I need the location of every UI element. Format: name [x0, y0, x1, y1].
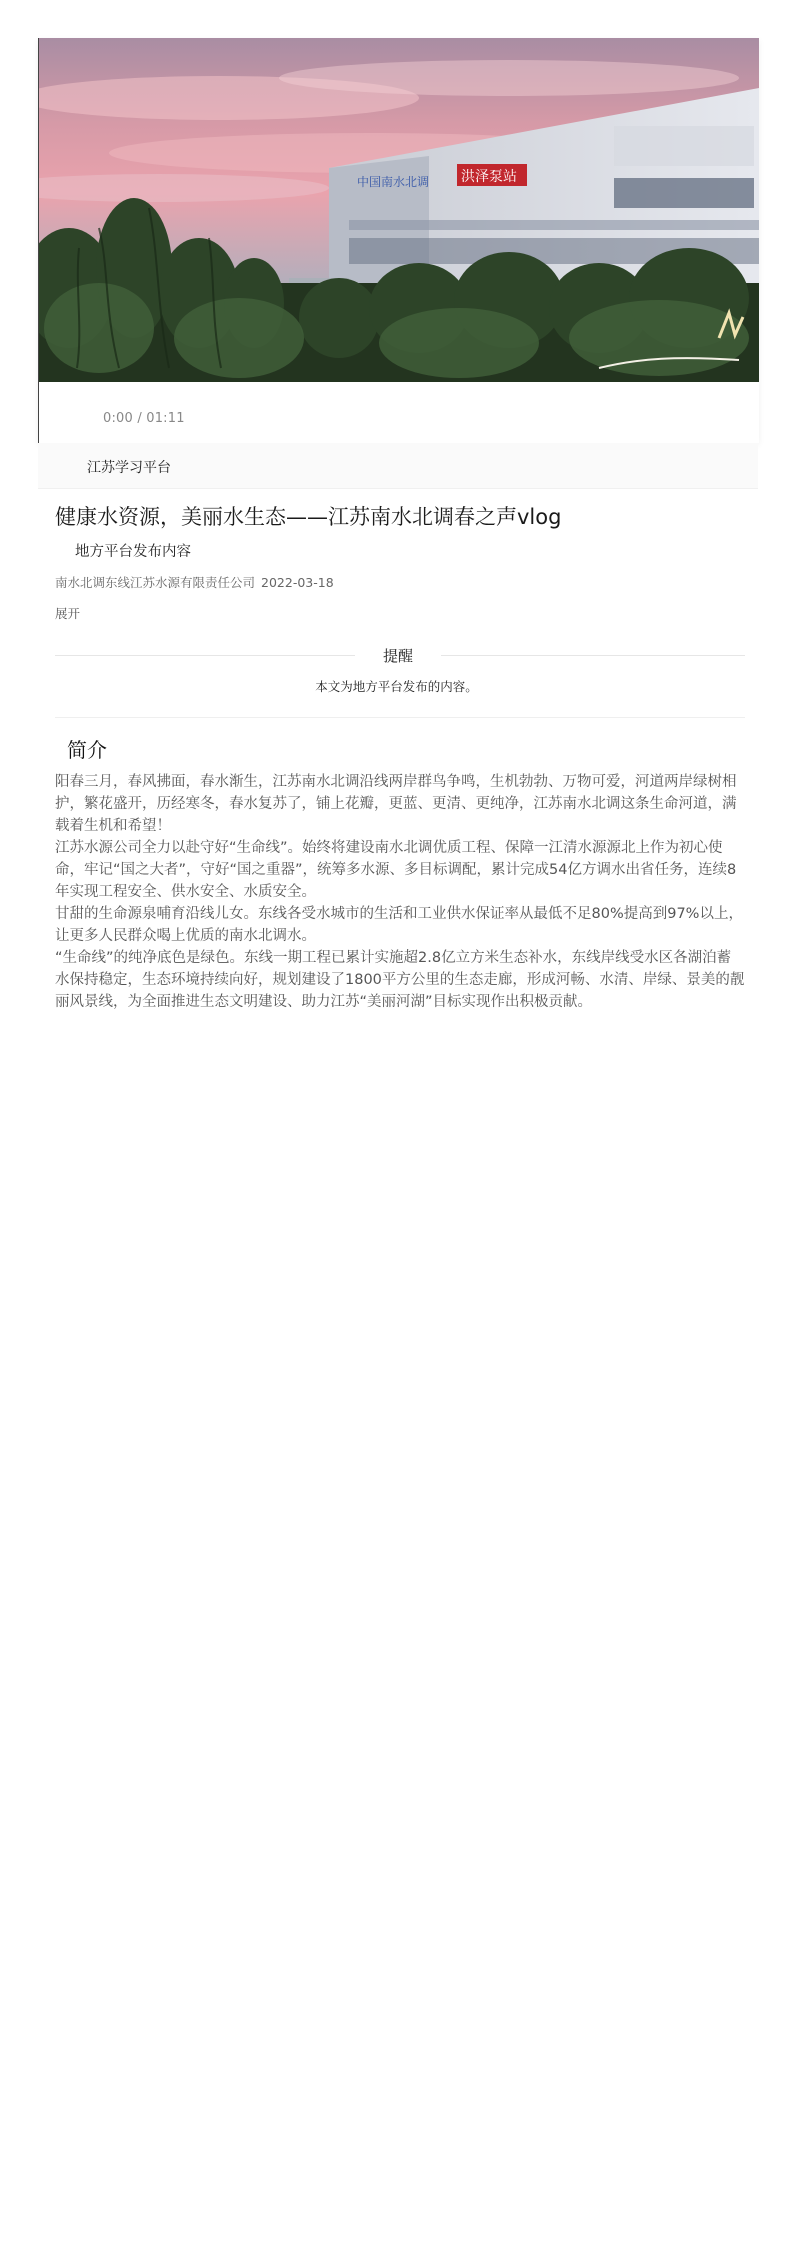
- source-tag: 地方平台发布内容: [75, 544, 191, 560]
- publisher-name[interactable]: 南水北调东线江苏水源有限责任公司: [55, 575, 256, 590]
- notice-divider-right: [441, 655, 745, 656]
- video-player[interactable]: [38, 38, 759, 443]
- notice-body: 本文为地方平台发布的内容。: [315, 679, 478, 694]
- svg-text:洪泽泵站: 洪泽泵站: [461, 169, 517, 185]
- notice-divider-left: [55, 655, 355, 656]
- intro-paragraph: 江苏水源公司全力以赴守好“生命线”。始终将建设南水北调优质工程、保障一江清水源源北上作为初心使命，牢记“国之大者”，守好“国之重器”，统筹多水源、多目标调配，累计完成54亿方调水出省任务，连续8年实现工程安全、供水安全、水质安全。: [55, 840, 737, 900]
- publish-date: 2022-03-18: [261, 575, 334, 590]
- intro-heading: 简介: [67, 738, 107, 762]
- video-thumbnail: [39, 38, 759, 382]
- intro-paragraph: 甘甜的生命源泉哺育沿线儿女。东线各受水城市的生活和工业供水保证率从最低不足80%提高到97%以上，让更多人民群众喝上优质的南水北调水。: [55, 906, 743, 944]
- article-title: 健康水资源，美丽水生态——江苏南水北调春之声vlog: [55, 505, 562, 529]
- video-frame[interactable]: [39, 38, 759, 382]
- intro-paragraph: “生命线”的纯净底色是绿色。东线一期工程已累计实施超2.8亿立方米生态补水，东线岸线受水区各湖泊蓄水保持稳定，生态环境持续向好，规划建设了1800平方公里的生态走廊，形成河畅、水清、岸绿、景美的靓丽风景线，为全面推进生态文明建设、助力江苏“美丽河湖”目标实现作出积极贡献。: [55, 950, 745, 1010]
- intro-paragraph: 阳春三月，春风拂面，春水渐生，江苏南水北调沿线两岸群鸟争鸣，生机勃勃、万物可爱，河道两岸绿树相护，繁花盛开，历经寒冬，春水复苏了，铺上花瓣，更蓝、更清、更纯净，江苏南水北调这条生命河道，满载着生机和希望！: [55, 774, 737, 834]
- platform-bar[interactable]: [38, 443, 758, 489]
- article-meta: [55, 573, 334, 591]
- expand-button[interactable]: 展开: [55, 606, 81, 621]
- notice-title: 提醒: [382, 647, 413, 665]
- video-time-display: 0:00 / 01:11: [103, 411, 185, 426]
- svg-text:中国南水北调: 中国南水北调: [357, 175, 430, 189]
- section-divider: [55, 717, 745, 718]
- platform-name[interactable]: 江苏学习平台: [87, 460, 171, 476]
- intro-text: [55, 771, 745, 1013]
- video-controls[interactable]: [39, 382, 759, 442]
